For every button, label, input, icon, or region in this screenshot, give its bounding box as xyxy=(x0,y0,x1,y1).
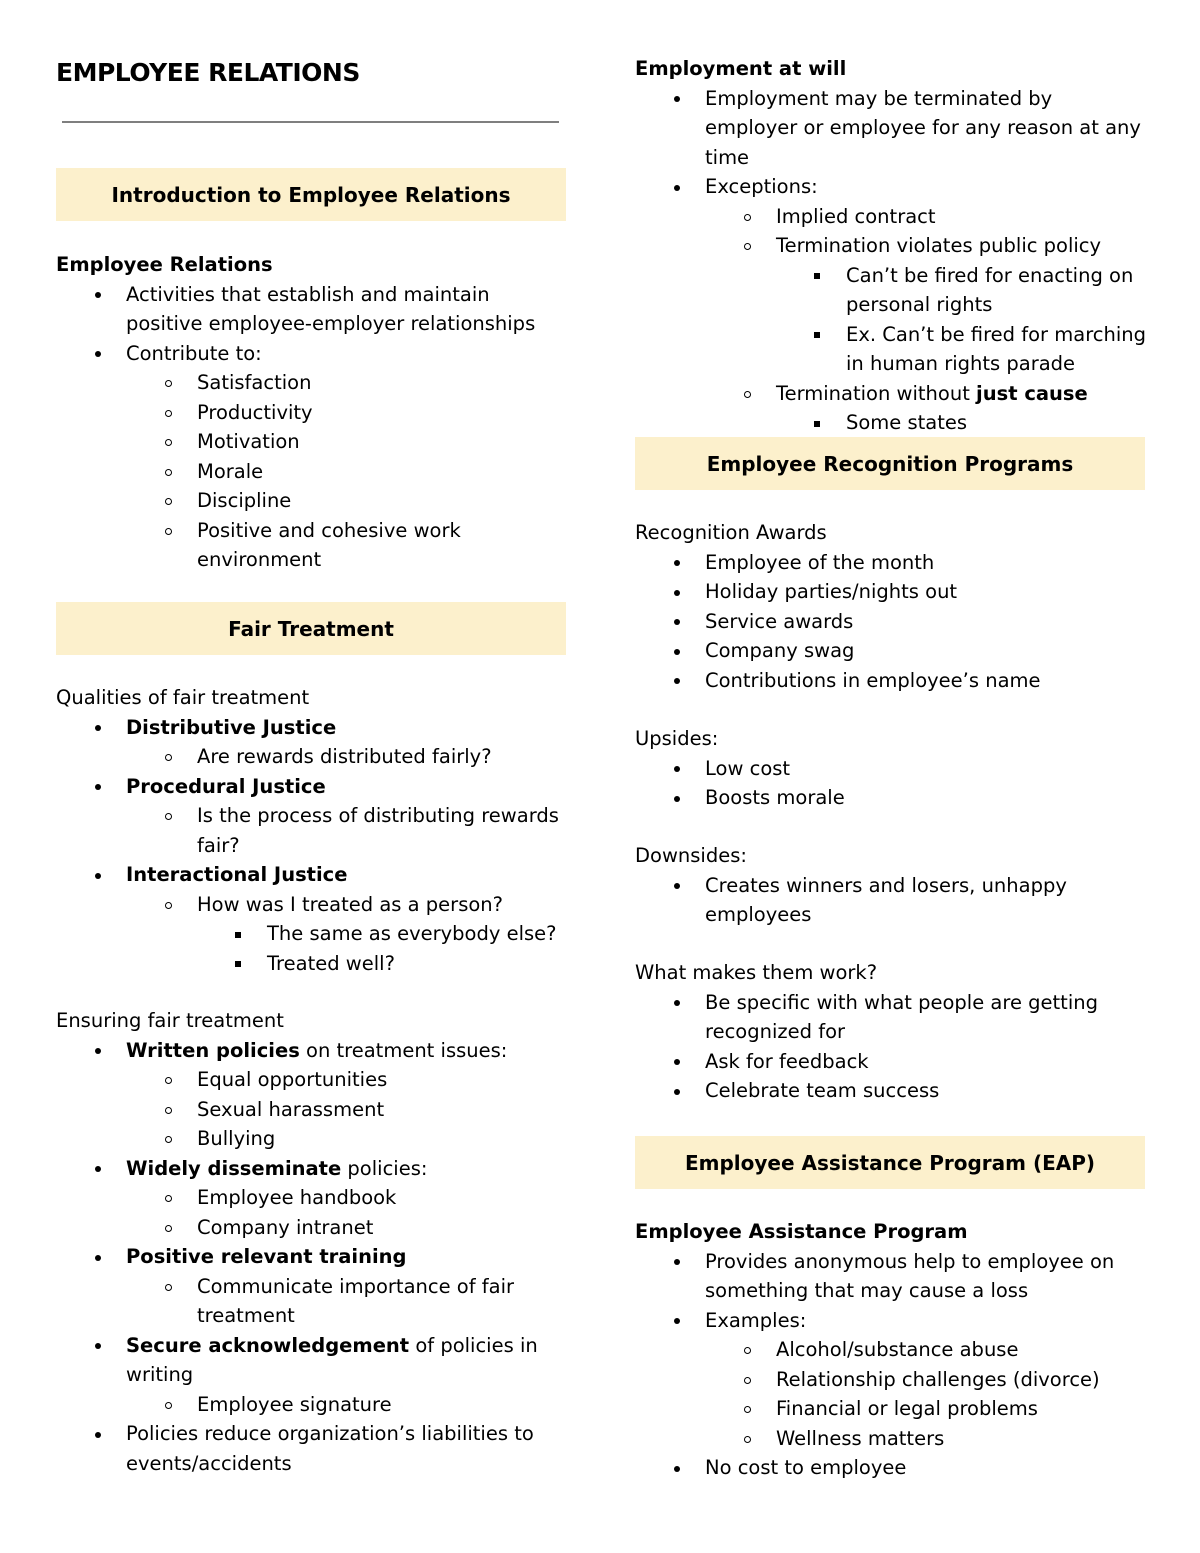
bullet-marker xyxy=(669,666,685,696)
what-makes-them-work-section xyxy=(635,958,1147,1106)
eap-section xyxy=(635,1217,1147,1483)
list-item: Financial or legal problems xyxy=(635,1394,1147,1424)
list-item: Alcohol/substance abuse xyxy=(635,1335,1147,1365)
ensuring-list xyxy=(56,1036,568,1479)
bullet-marker xyxy=(669,871,685,901)
bullet-marker xyxy=(160,1065,176,1095)
recognition-awards-section xyxy=(635,518,1147,695)
downsides-list xyxy=(635,871,1147,930)
employment-at-will-heading: Employment at will xyxy=(635,57,847,80)
upsides-list xyxy=(635,754,1147,813)
bullet-marker xyxy=(809,408,825,438)
title-divider xyxy=(62,121,559,123)
list-item: Termination without just cause xyxy=(635,379,1147,409)
what-makes-them-work-label: What makes them work? xyxy=(635,961,878,984)
bullet-marker xyxy=(669,84,685,114)
list-item: Contribute to: xyxy=(56,339,568,369)
bullet-marker xyxy=(669,754,685,784)
bullet-marker xyxy=(90,860,106,890)
list-item: Equal opportunities xyxy=(56,1065,568,1095)
bullet-marker xyxy=(160,1213,176,1243)
bullet-marker xyxy=(160,516,176,546)
eap-heading: Employee Assistance Program xyxy=(635,1220,968,1243)
list-item: Can’t be fired for enacting on personal rights xyxy=(635,261,1147,320)
fair-treatment-qualities xyxy=(56,683,568,978)
bullet-marker xyxy=(669,1047,685,1077)
list-item: Positive relevant training xyxy=(56,1242,568,1272)
bullet-marker xyxy=(160,368,176,398)
bullet-marker xyxy=(230,919,246,949)
bullet-marker xyxy=(160,398,176,428)
bullet-marker xyxy=(90,1036,106,1066)
list-item: Employee handbook xyxy=(56,1183,568,1213)
list-item: The same as everybody else? xyxy=(56,919,568,949)
list-item: Widely disseminate policies: xyxy=(56,1154,568,1184)
bullet-marker xyxy=(669,783,685,813)
list-item: Employment may be terminated by employer or employee for any reason at any time xyxy=(635,84,1147,173)
list-item: Service awards xyxy=(635,607,1147,637)
list-item: Holiday parties/nights out xyxy=(635,577,1147,607)
downsides-label: Downsides: xyxy=(635,844,747,867)
qualities-list xyxy=(56,713,568,979)
bullet-marker xyxy=(669,1076,685,1106)
list-item: Examples: xyxy=(635,1306,1147,1336)
bullet-marker xyxy=(669,1247,685,1277)
list-item: Implied contract xyxy=(635,202,1147,232)
bullet-marker xyxy=(739,202,755,232)
bullet-marker xyxy=(160,457,176,487)
list-item: Satisfaction xyxy=(56,368,568,398)
list-item: Interactional Justice xyxy=(56,860,568,890)
bullet-marker xyxy=(90,1331,106,1361)
list-item: Treated well? xyxy=(56,949,568,979)
section-banner-fair-treatment: Fair Treatment xyxy=(56,602,566,655)
list-item: Creates winners and losers, unhappy employees xyxy=(635,871,1147,930)
list-item: Morale xyxy=(56,457,568,487)
bullet-marker xyxy=(90,1419,106,1449)
bullet-marker xyxy=(739,1394,755,1424)
bullet-marker xyxy=(669,607,685,637)
list-item: Sexual harassment xyxy=(56,1095,568,1125)
bullet-marker xyxy=(90,280,106,310)
list-item: Relationship challenges (divorce) xyxy=(635,1365,1147,1395)
list-item: Secure acknowledgement of policies in writing xyxy=(56,1331,568,1390)
ensuring-fair-treatment xyxy=(56,1006,568,1478)
bullet-marker xyxy=(160,486,176,516)
qualities-label: Qualities of fair treatment xyxy=(56,686,310,709)
list-item: Is the process of distributing rewards fair? xyxy=(56,801,568,860)
list-item: How was I treated as a person? xyxy=(56,890,568,920)
list-item: Exceptions: xyxy=(635,172,1147,202)
list-item: Procedural Justice xyxy=(56,772,568,802)
employee-relations-section xyxy=(56,250,568,575)
list-item: Discipline xyxy=(56,486,568,516)
bullet-marker xyxy=(739,1424,755,1454)
list-item: Distributive Justice xyxy=(56,713,568,743)
bullet-marker xyxy=(739,1365,755,1395)
upsides-section xyxy=(635,724,1147,813)
list-item: Are rewards distributed fairly? xyxy=(56,742,568,772)
list-item: Activities that establish and maintain positive employee-employer relationships xyxy=(56,280,568,339)
recognition-awards-label: Recognition Awards xyxy=(635,521,827,544)
list-item: Employee signature xyxy=(56,1390,568,1420)
section-banner-introduction: Introduction to Employee Relations xyxy=(56,168,566,221)
employment-at-will-list xyxy=(635,84,1147,438)
bullet-marker xyxy=(669,172,685,202)
bullet-marker xyxy=(160,801,176,831)
bullet-marker xyxy=(230,949,246,979)
list-item: Ex. Can’t be fired for marching in human rights parade xyxy=(635,320,1147,379)
document-title: EMPLOYEE RELATIONS xyxy=(56,58,360,87)
bullet-marker xyxy=(669,1453,685,1483)
ensuring-label: Ensuring fair treatment xyxy=(56,1009,284,1032)
bullet-marker xyxy=(669,577,685,607)
list-item: Celebrate team success xyxy=(635,1076,1147,1106)
list-item: Employee of the month xyxy=(635,548,1147,578)
list-item: No cost to employee xyxy=(635,1453,1147,1483)
bullet-marker xyxy=(90,339,106,369)
bullet-marker xyxy=(160,1124,176,1154)
list-item: Low cost xyxy=(635,754,1147,784)
eap-list xyxy=(635,1247,1147,1483)
list-item: Contributions in employee’s name xyxy=(635,666,1147,696)
what-makes-them-work-list xyxy=(635,988,1147,1106)
bullet-marker xyxy=(739,379,755,409)
section-banner-recognition: Employee Recognition Programs xyxy=(635,437,1145,490)
list-item: Termination violates public policy xyxy=(635,231,1147,261)
list-item: Positive and cohesive work environment xyxy=(56,516,568,575)
list-item: Bullying xyxy=(56,1124,568,1154)
list-item: Productivity xyxy=(56,398,568,428)
bullet-marker xyxy=(160,1095,176,1125)
employment-at-will-section xyxy=(635,54,1147,438)
list-item: Wellness matters xyxy=(635,1424,1147,1454)
bullet-marker xyxy=(809,261,825,291)
list-item: Company swag xyxy=(635,636,1147,666)
bullet-marker xyxy=(809,320,825,350)
bullet-marker xyxy=(160,1272,176,1302)
list-item: Company intranet xyxy=(56,1213,568,1243)
downsides-section xyxy=(635,841,1147,930)
bullet-marker xyxy=(90,1242,106,1272)
list-item: Boosts morale xyxy=(635,783,1147,813)
list-item: Motivation xyxy=(56,427,568,457)
list-item: Communicate importance of fair treatment xyxy=(56,1272,568,1331)
bullet-marker xyxy=(90,772,106,802)
bullet-marker xyxy=(160,1390,176,1420)
bullet-marker xyxy=(669,548,685,578)
list-item: Be specific with what people are getting recognized for xyxy=(635,988,1147,1047)
recognition-awards-list xyxy=(635,548,1147,696)
list-item: Written policies on treatment issues: xyxy=(56,1036,568,1066)
upsides-label: Upsides: xyxy=(635,727,719,750)
section-banner-eap: Employee Assistance Program (EAP) xyxy=(635,1136,1145,1189)
list-item: Provides anonymous help to employee on something that may cause a loss xyxy=(635,1247,1147,1306)
list-item: Policies reduce organization’s liabilities to events/accidents xyxy=(56,1419,568,1478)
bullet-marker xyxy=(90,1154,106,1184)
bullet-marker xyxy=(160,427,176,457)
bullet-marker xyxy=(739,1335,755,1365)
bullet-marker xyxy=(160,742,176,772)
bullet-marker xyxy=(669,636,685,666)
employee-relations-heading: Employee Relations xyxy=(56,253,273,276)
bullet-marker xyxy=(160,890,176,920)
bullet-marker xyxy=(669,1306,685,1336)
list-item: Some states xyxy=(635,408,1147,438)
bullet-marker xyxy=(669,988,685,1018)
bullet-marker xyxy=(160,1183,176,1213)
list-item: Ask for feedback xyxy=(635,1047,1147,1077)
bullet-marker xyxy=(739,231,755,261)
bullet-marker xyxy=(90,713,106,743)
employee-relations-list xyxy=(56,280,568,575)
